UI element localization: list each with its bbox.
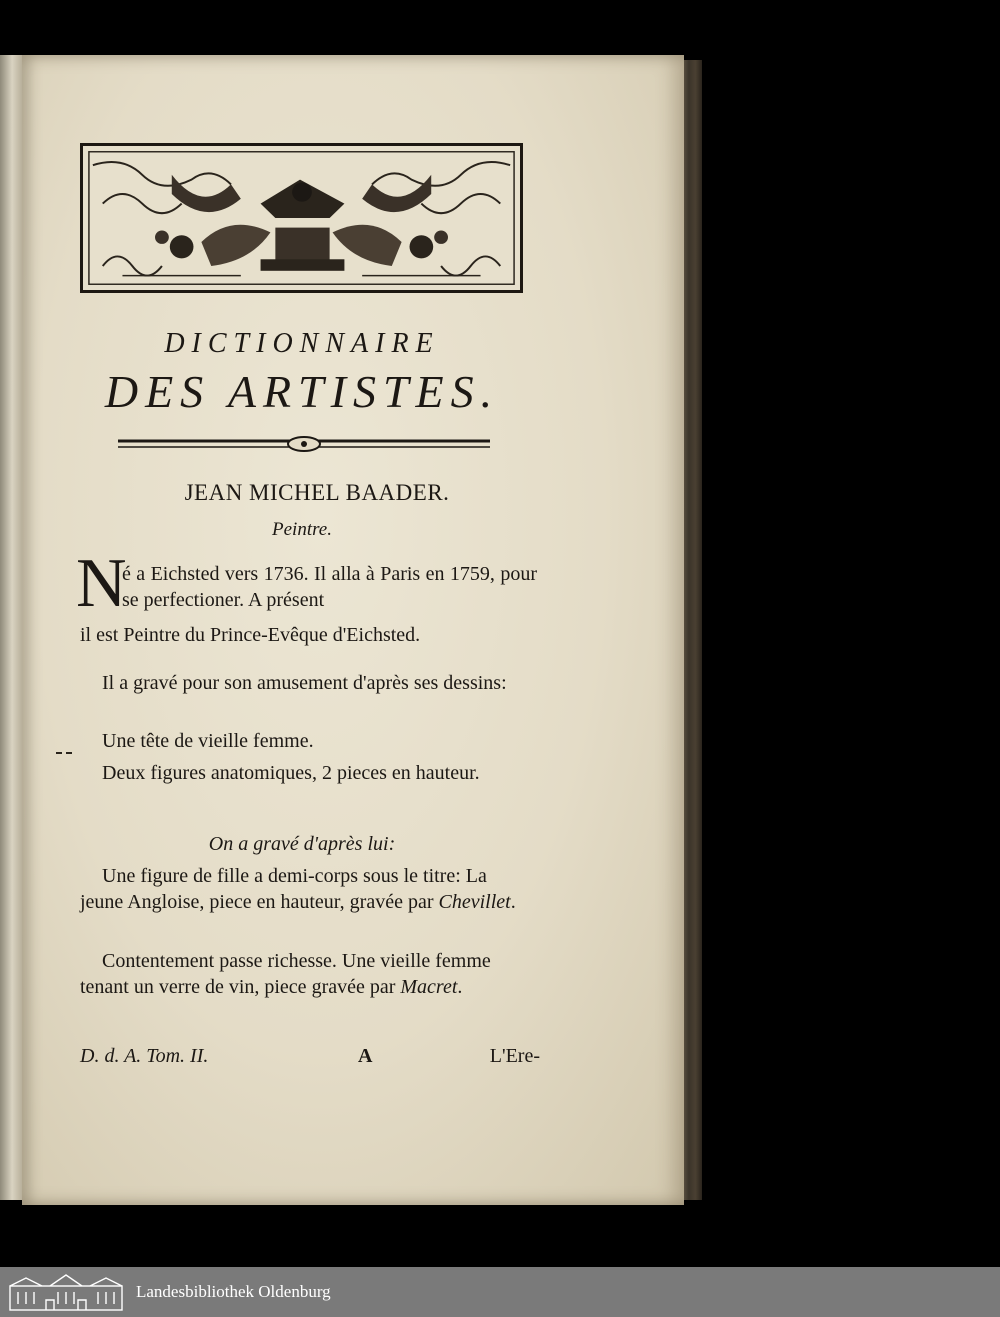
engraver-name: Macret [400,976,458,998]
book-page [22,55,684,1205]
work-item: Une tête de vieille femme. [102,730,314,752]
catchword: L'Ere- [489,1045,540,1067]
biography-paragraph-end: il est Peintre du Prince-Evêque d'Eichsted. [80,624,421,646]
ornamental-headpiece [80,143,523,293]
work-item [80,863,535,915]
volume-signature: D. d. A. Tom. II. [80,1045,209,1067]
entry-title: JEAN MICHEL BAADER. [184,480,450,505]
ornamental-rule [118,435,490,453]
engraver-name: Chevillet [438,891,511,913]
previous-page-edge [0,55,23,1200]
engraved-after-heading: On a gravé d'après lui: [208,833,396,855]
work-text: Une figure de fille a demi-corps sous le titre: La jeune Angloise, piece en hauteur, gravée par [80,865,487,913]
drop-cap: N [76,545,127,622]
engravings-intro: Il a gravé pour son amusement d'après ses dessins: [102,672,507,694]
library-building-icon [6,1272,126,1312]
page-footer [80,1045,540,1073]
book-title-line-2: DES ARTISTES. [104,366,500,417]
entry-role: Peintre. [272,519,332,540]
library-name: Landesbibliothek Oldenburg [136,1282,331,1301]
work-item [80,948,535,1000]
work-item: Deux figures anatomiques, 2 pieces en hauteur. [102,762,480,784]
work-text-end: . [510,891,516,913]
library-banner [0,1267,1000,1317]
work-text: Contentement passe richesse. Une vieille femme tenant un verre de vin, piece gravée par [80,950,491,998]
biography-paragraph-start: é a Eichsted vers 1736. Il alla à Paris en 1759, pour se perfectioner. A présent [122,563,537,611]
signature-mark: A [358,1045,373,1067]
book-title-line-1: DICTIONNAIRE [164,328,440,359]
margin-mark [66,752,72,754]
margin-mark [56,752,62,754]
work-text-end: . [457,976,463,998]
